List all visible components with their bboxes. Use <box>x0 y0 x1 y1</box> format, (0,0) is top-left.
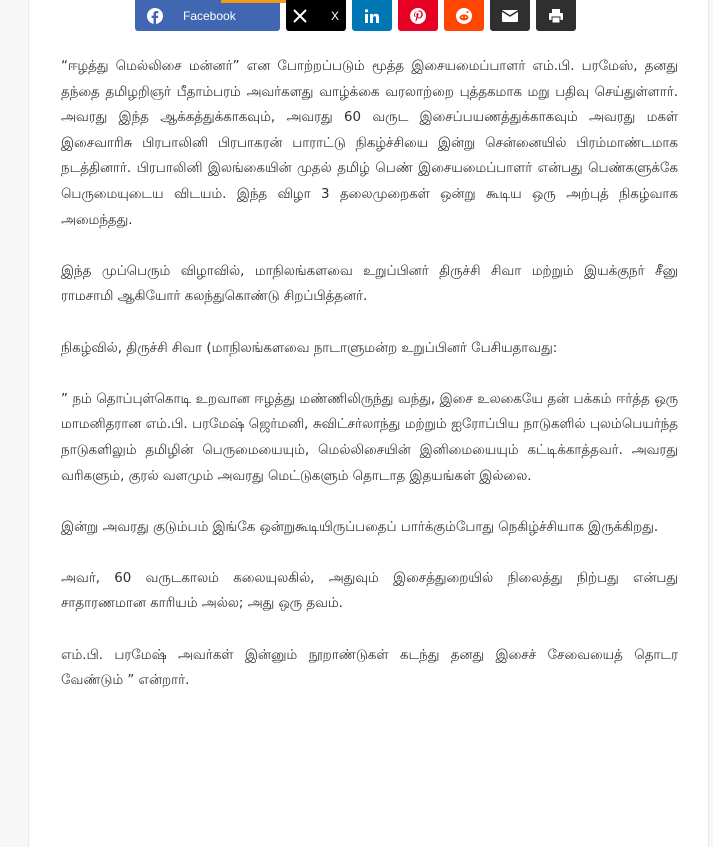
article-body <box>61 54 678 719</box>
x-share-button[interactable] <box>286 0 346 31</box>
x-share-label: X <box>330 8 339 23</box>
pinterest-icon <box>410 8 426 24</box>
article-paragraph: அவர், 60 வருடகாலம் கலையுலகில், அதுவும் இசைத்துறையில் நிலைத்து நிற்பது என்பது சாதாரணமான காரியம் அல்ல; அது ஒரு தவம். <box>61 570 678 612</box>
envelope-icon <box>502 10 518 22</box>
linkedin-share-button[interactable] <box>352 0 392 31</box>
facebook-icon <box>147 8 163 24</box>
article-paragraph: ” நம் தொப்புள்கொடி உறவான ஈழத்து மண்ணிலிருந்து வந்து, இசை உலகையே தன் பக்கம் ஈர்த்த ஒரு மாமனிதரான எம்.பி. பரமேஷ் ஜெர்மனி, சுவிட்சர்லாந்து மற்றும் ஐரோப்பிய நாடுகளில் புலம்பெயர்ந்த நாடுகளிலும் தமிழின் பெருமையையும், மெல்லிசையின் இனிமையையும் கட்டிக்காத்தவர். அவரது வரிகளும், குரல் வளமும் அவரது மெட்டுகளும் தொடாத இதயங்கள் இல்லை. <box>61 391 678 484</box>
x-icon <box>293 9 307 23</box>
printer-icon <box>548 8 564 24</box>
article-paragraph: எம்.பி. பரமேஷ் அவர்கள் இன்னும் நூறாண்டுகள் கடந்து தனது இசைச் சேவையைத் தொடர வேண்டும் ” என்றார். <box>61 647 678 689</box>
linkedin-icon <box>365 9 379 23</box>
reddit-share-button[interactable] <box>444 0 484 31</box>
accent-bar <box>221 0 287 3</box>
pinterest-share-button[interactable] <box>398 0 438 31</box>
article-paragraph: நிகழ்வில், திருச்சி சிவா (மாநிலங்களவை நாடாளுமன்ற உறுப்பினர் பேசியதாவது: <box>61 340 558 356</box>
article-paragraph: இந்த முப்பெரும் விழாவில், மாநிலங்களவை உறுப்பினர் திருச்சி சிவா மற்றும் இயக்குநர் சீனு ராமசாமி ஆகியோர் கலந்துகொண்டு சிறப்பித்தனர். <box>61 263 678 305</box>
facebook-share-label: Facebook <box>183 8 236 23</box>
share-bar <box>135 0 576 31</box>
print-button[interactable] <box>536 0 576 31</box>
article-paragraph: “ஈழத்து மெல்லிசை மன்னர்” என போற்றப்படும் மூத்த இசையமைப்பாளர் எம்.பி. பரமேஸ், தனது தந்தை தமிழறிஞர் பீதாம்பரம் அவர்களது வாழ்க்கை வரலாற்றை புத்தகமாக மறு பதிவு செய்துள்ளார். அவரது இந்த ஆக்கத்துக்காகவும், அவரது 60 வருட இசைப்பயணத்துக்காகவும் அவரது மகள் இசைவாரிசு பிரபாலினி பிரபாகரன் பாராட்டு நிகழ்ச்சியை இன்று சென்னையில் பிரம்மாண்டமாக நடத்தினார். பிரபாலினி இலங்கையின் முதல் தமிழ் பெண் இசையமைப்பாளர் என்பது பெண்களுக்கே பெருமையுடைய விடயம். இந்த விழா 3 தலைமுறைகள் ஒன்று கூடிய ஒரு அற்புத் நிகழ்வாக அமைந்தது. <box>61 59 678 228</box>
article-card <box>28 0 709 847</box>
email-share-button[interactable] <box>490 0 530 31</box>
reddit-icon <box>456 8 472 24</box>
article-paragraph: இன்று அவரது குடும்பம் இங்கே ஒன்றுகூடியிருப்பதைப் பார்க்கும்போது நெகிழ்ச்சியாக இருக்கிறது. <box>61 519 659 535</box>
facebook-share-button[interactable] <box>135 0 280 31</box>
